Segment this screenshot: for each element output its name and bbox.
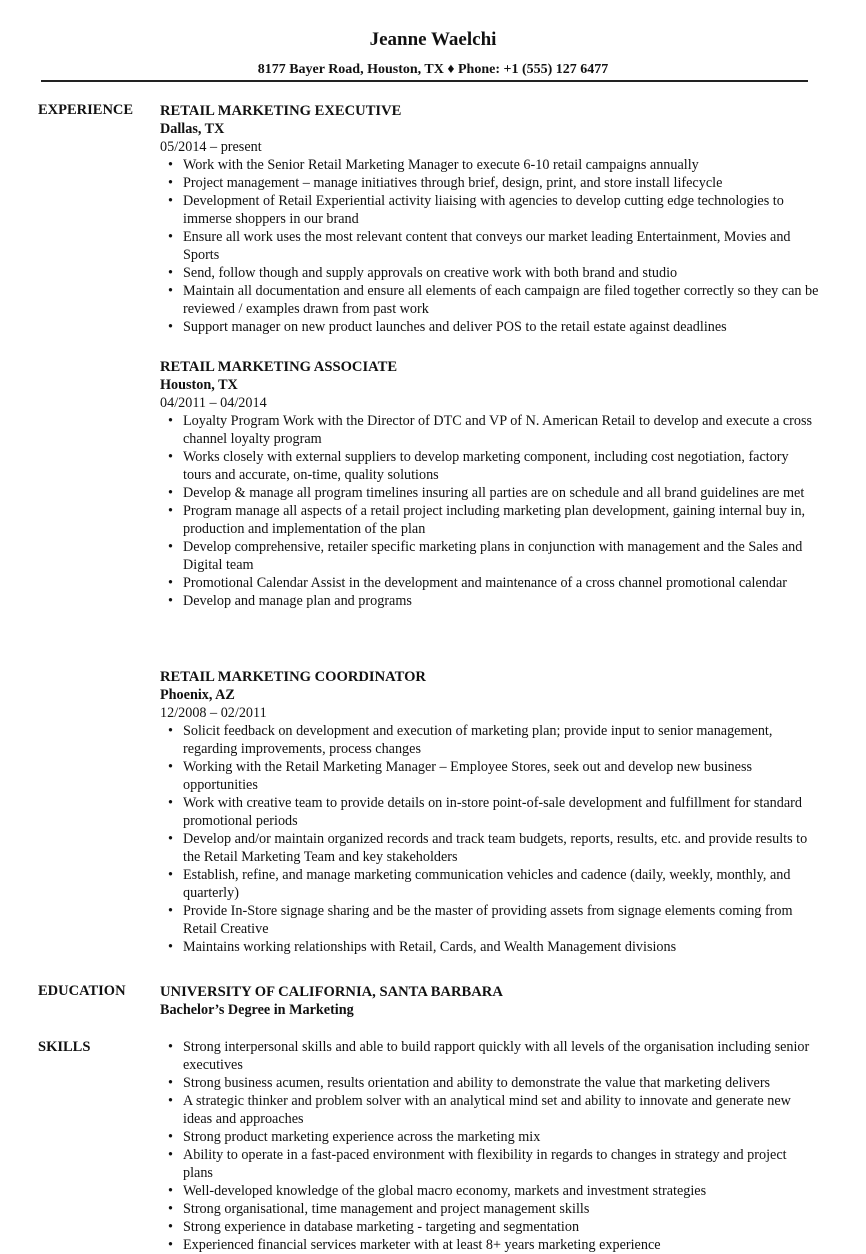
- skill-item: • Ability to operate in a fast-paced environment with flexibility in regards to changes in strategy and project plans: [160, 1146, 820, 1182]
- education-entry: [160, 983, 820, 1019]
- bullet-item: • Work with creative team to provide details on in-store point-of-sale development and fulfillment for standard promotional periods: [160, 794, 820, 830]
- job-bullets: [160, 722, 820, 956]
- bullet-item: • Develop and manage plan and programs: [160, 592, 820, 610]
- job-title: RETAIL MARKETING EXECUTIVE: [160, 103, 402, 119]
- skills-entry: [160, 1038, 820, 1254]
- job-entry: [160, 102, 820, 336]
- bullet-item: • Ensure all work uses the most relevant content that conveys our market leading Entertainment, Movies and Sports: [160, 228, 820, 264]
- job-location: Dallas, TX: [160, 121, 225, 137]
- bullet-item: • Development of Retail Experiential activity liaising with agencies to develop cutting edge technologies to immerse shoppers in our brand: [160, 192, 820, 228]
- bullet-item: • Maintain all documentation and ensure all elements of each campaign are filed together correctly so they can be reviewed / examples drawn from past work: [160, 282, 820, 318]
- bullet-item: • Provide In-Store signage sharing and be the master of providing assets from signage elements coming from Retail Creative: [160, 902, 820, 938]
- section-label-experience: EXPERIENCE: [38, 102, 134, 118]
- skill-item: • Strong organisational, time management and project management skills: [160, 1200, 820, 1218]
- bullet-item: • Maintains working relationships with Retail, Cards, and Wealth Management divisions: [160, 938, 820, 956]
- bullet-item: • Develop & manage all program timelines insuring all parties are on schedule and all brand guidelines are met: [160, 484, 820, 502]
- job-location: Phoenix, AZ: [160, 687, 235, 703]
- bullet-item: • Develop and/or maintain organized records and track team budgets, reports, results, etc. and provide results to the Retail Marketing Team and key stakeholders: [160, 830, 820, 866]
- candidate-name: Jeanne Waelchi: [369, 29, 497, 50]
- bullet-item: • Develop comprehensive, retailer specific marketing plans in conjunction with management and the Sales and Digital team: [160, 538, 820, 574]
- skill-item: • Experienced financial services marketer with at least 8+ years marketing experience: [160, 1236, 820, 1254]
- section-label-education: EDUCATION: [38, 983, 126, 999]
- degree: Bachelor’s Degree in Marketing: [160, 1002, 354, 1018]
- school-name: UNIVERSITY OF CALIFORNIA, SANTA BARBARA: [160, 984, 503, 1000]
- contact-line: 8177 Bayer Road, Houston, TX ♦ Phone: +1 (555) 127 6477: [257, 62, 609, 77]
- skill-item: • Strong product marketing experience across the marketing mix: [160, 1128, 820, 1146]
- bullet-item: • Solicit feedback on development and execution of marketing plan; provide input to senior management, regarding improvements, process changes: [160, 722, 820, 758]
- bullet-item: • Loyalty Program Work with the Director of DTC and VP of N. American Retail to develop and execute a cross channel loyalty program: [160, 412, 820, 448]
- job-dates: 04/2011 – 04/2014: [160, 395, 267, 411]
- job-location: Houston, TX: [160, 377, 238, 393]
- job-dates: 05/2014 – present: [160, 139, 262, 155]
- skill-item: • Well-developed knowledge of the global macro economy, markets and investment strategies: [160, 1182, 820, 1200]
- job-entry: [160, 358, 820, 610]
- bullet-item: • Working with the Retail Marketing Manager – Employee Stores, seek out and develop new business opportunities: [160, 758, 820, 794]
- skill-item: • Strong business acumen, results orientation and ability to demonstrate the value that marketing delivers: [160, 1074, 820, 1092]
- skill-item: • A strategic thinker and problem solver with an analytical mind set and ability to innovate and generate new ideas and approaches: [160, 1092, 820, 1128]
- bullet-item: • Send, follow though and supply approvals on creative work with both brand and studio: [160, 264, 820, 282]
- bullet-item: • Work with the Senior Retail Marketing Manager to execute 6-10 retail campaigns annually: [160, 156, 820, 174]
- bullet-item: • Program manage all aspects of a retail project including marketing plan development, gaining internal buy in, production and implementation of the plan: [160, 502, 820, 538]
- header-divider: [41, 80, 808, 82]
- job-bullets: [160, 156, 820, 336]
- skill-item: • Strong interpersonal skills and able to build rapport quickly with all levels of the organisation including senior executives: [160, 1038, 820, 1074]
- section-label-skills: SKILLS: [38, 1039, 91, 1055]
- bullet-item: • Project management – manage initiatives through brief, design, print, and store install lifecycle: [160, 174, 820, 192]
- skills-bullets: [160, 1038, 820, 1254]
- job-bullets: [160, 412, 820, 610]
- job-title: RETAIL MARKETING ASSOCIATE: [160, 359, 398, 375]
- bullet-item: • Promotional Calendar Assist in the development and maintenance of a cross channel promotional calendar: [160, 574, 820, 592]
- bullet-item: • Establish, refine, and manage marketing communication vehicles and cadence (daily, weekly, monthly, and quarterly): [160, 866, 820, 902]
- bullet-item: • Works closely with external suppliers to develop marketing component, including cost negotiation, factory tours and accurate, on-time, quality solutions: [160, 448, 820, 484]
- bullet-item: • Support manager on new product launches and deliver POS to the retail estate against deadlines: [160, 318, 820, 336]
- skill-item: • Strong experience in database marketing - targeting and segmentation: [160, 1218, 820, 1236]
- job-dates: 12/2008 – 02/2011: [160, 705, 267, 721]
- job-title: RETAIL MARKETING COORDINATOR: [160, 669, 426, 685]
- job-entry: [160, 668, 820, 956]
